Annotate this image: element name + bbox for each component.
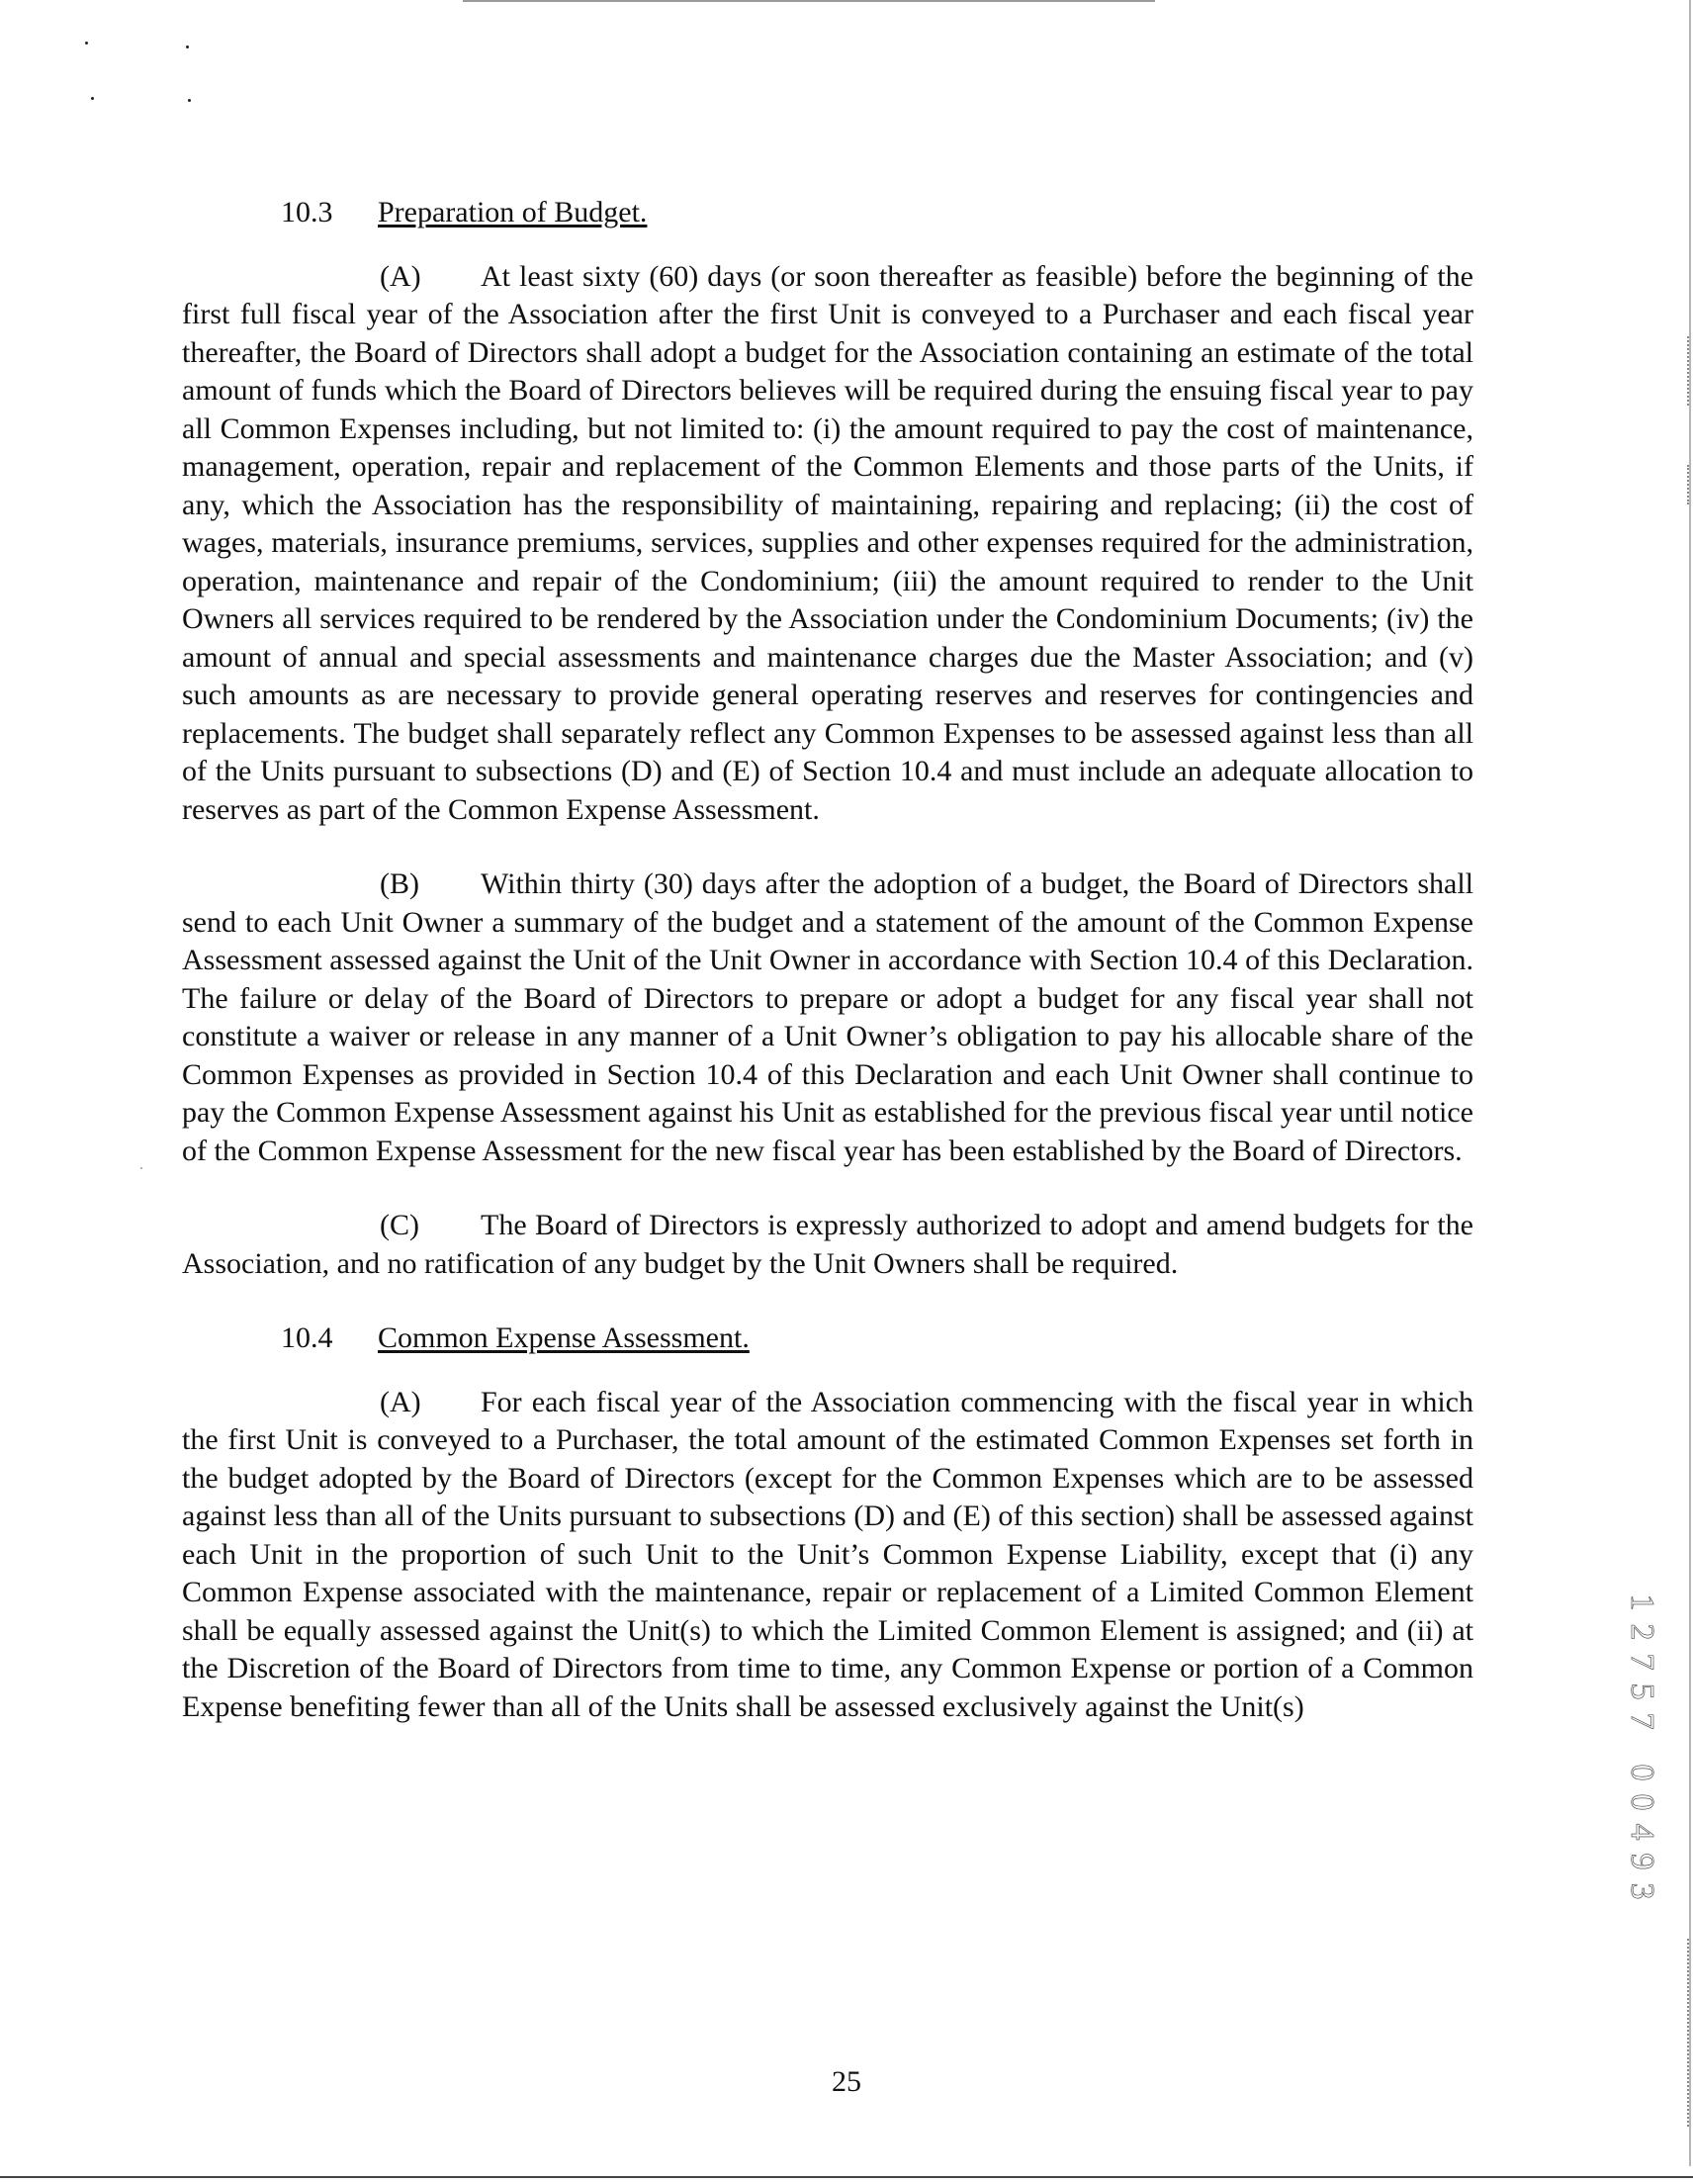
stamp-digit: 2 — [1624, 1623, 1660, 1641]
stamp-digit: 0 — [1624, 1793, 1660, 1811]
stamp-digit: 5 — [1624, 1683, 1660, 1700]
scan-speck — [186, 46, 189, 48]
paragraph — [182, 258, 1473, 830]
paragraph-text: At least sixty (60) days (or soon thereafter as feasible) before the beginning of the first full fiscal year of the Association after the first Unit is conveyed to a Purchaser and each fiscal year thereafter, the Board of Directors shall adopt a budget for the Association containing an estimate of the total amount of funds which the Board of Directors believes will be required during the ensuing fiscal year to pay all Common Expenses including, but not limited to: (i) the amount required to pay the cost of maintenance, management, operation, repair and replacement of the Common Elements and those parts of the Units, if any, which the Association has the responsibility of maintaining, repairing and replacing; (ii) the cost of wages, materials, insurance premiums, services, supplies and other expenses required for the administration, operation, maintenance and repair of the Condominium; (iii) the amount required to render to the Unit Owners all services required to be rendered by the Association under the Condominium Documents; (iv) the amount of annual and special assessments and maintenance charges due the Master Association; and (v) such amounts as are necessary to provide general operating reserves and reserves for contingencies and replacements. The budget shall separately reflect any Common Expenses to be assessed against less than all of the Units pursuant to subsections (D) and (E) of Section 10.4 and must include an adequate allocation to reserves as part of the Common Expense Assessment. — [182, 259, 1473, 826]
recording-stamp — [1622, 1588, 1661, 1906]
stamp-digit: 9 — [1624, 1853, 1660, 1870]
paragraph-label: (C) — [380, 1209, 419, 1241]
paragraph — [182, 865, 1473, 1170]
section-number: 10.4 — [281, 1321, 333, 1354]
paragraph — [182, 1384, 1473, 1727]
scan-speck — [188, 99, 191, 102]
paragraph-label: (B) — [380, 867, 419, 900]
section-heading — [182, 1320, 1473, 1358]
section-heading — [182, 194, 1473, 232]
paragraph-label: (A) — [380, 259, 421, 293]
scan-speck — [140, 1167, 142, 1169]
scan-edge-bottom — [0, 2176, 1693, 2178]
section-title: Common Expense Assessment. — [378, 1321, 750, 1354]
stamp-digit: 3 — [1624, 1882, 1660, 1900]
document-body — [182, 194, 1473, 1763]
scan-speck — [91, 97, 94, 100]
stamp-digit: 0 — [1624, 1764, 1660, 1781]
paragraph-text: Within thirty (30) days after the adoption of a budget, the Board of Directors shall send to each Unit Owner a summary of the budget and a statement of the amount of the Common Expense Assessment assessed against the Unit of the Unit Owner in accordance with Section 10.4 of this Declaration. The failure or delay of the Board of Directors to prepare or adopt a budget for any fiscal year shall not constitute a waiver or release in any manner of a Unit Owner’s obligation to pay his allocable share of the Common Expenses as provided in Section 10.4 of this Declaration and each Unit Owner shall continue to pay the Common Expense Assessment against his Unit as established for the previous fiscal year until notice of the Common Expense Assessment for the new fiscal year has been established by the Board of Directors. — [182, 867, 1473, 1167]
paragraph — [182, 1207, 1473, 1283]
paragraph-text: The Board of Directors is expressly authorized to adopt and amend budgets for the Association, and no ratification of any budget by the Unit Owners shall be required. — [182, 1209, 1473, 1280]
scan-speck — [85, 42, 88, 45]
paragraph-label: (A) — [380, 1385, 421, 1418]
page-number: 25 — [832, 2065, 861, 2098]
scan-edge-top — [463, 0, 1155, 2]
stamp-digit: 4 — [1624, 1823, 1660, 1841]
stamp-digit: 1 — [1624, 1593, 1660, 1611]
scan-edge-right — [1689, 0, 1691, 2166]
paragraph-text: For each fiscal year of the Association commencing with the fiscal year in which the first Unit is conveyed to a Purchaser, the total amount of the estimated Common Expenses set forth in the budget adopted by the Board of Directors (except for the Common Expenses which are to be assessed against less than all of the Units pursuant to subsections (D) and (E) of this section) shall be assessed against each Unit in the proportion of such Unit to the Unit’s Common Expense Liability, except that (i) any Common Expense associated with the maintenance, repair or replacement of a Limited Common Element shall be equally assessed against the Unit(s) to which the Limited Common Element is assigned; and (ii) at the Discretion of the Board of Directors from time to time, any Common Expense or portion of a Common Expense benefiting fewer than all of the Units shall be assessed exclusively against the Unit(s) — [182, 1385, 1473, 1723]
stamp-digit: 7 — [1624, 1712, 1660, 1730]
section-number: 10.3 — [281, 196, 333, 228]
scan-dashes — [1687, 336, 1690, 406]
scan-dashes — [1687, 465, 1690, 504]
section-title: Preparation of Budget. — [378, 196, 648, 228]
stamp-digit: 7 — [1624, 1653, 1660, 1671]
